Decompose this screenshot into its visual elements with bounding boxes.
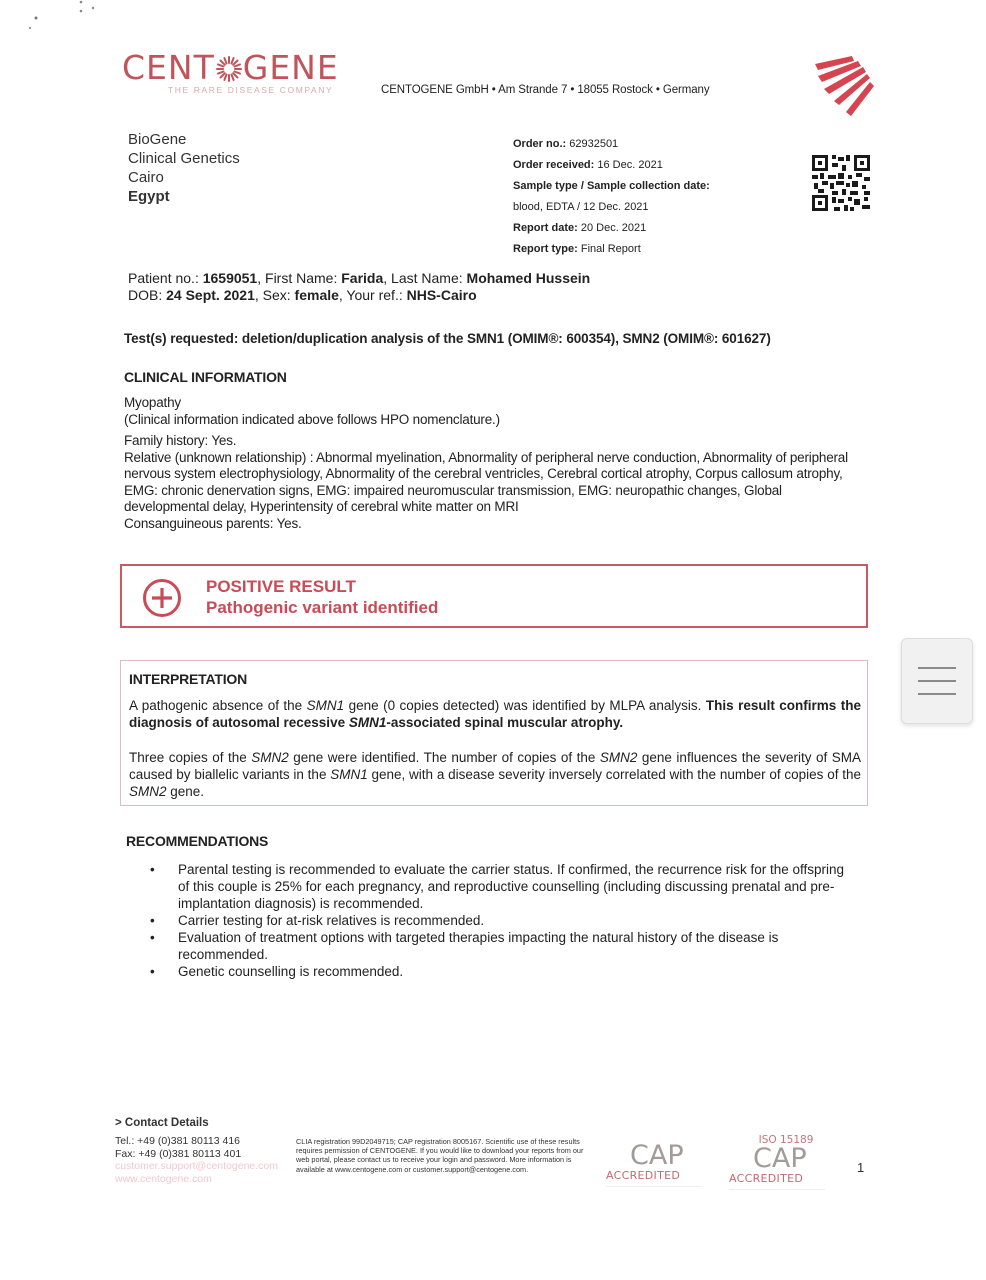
centogene-fan-logo-icon [812,56,874,118]
order-received: Order received: 16 Dec. 2021 [513,159,663,171]
family-history: Family history: Yes. [124,433,237,448]
recommendations-heading: RECOMMENDATIONS [126,833,269,849]
interpretation-paragraph-2: Three copies of the SMN2 gene were identified. The number of copies of the SMN2 gene influences the severity of SMA caused by biallelic variants in the SMN1 gene, with a disease severity inversely correlated with the number of copies of the SMN2 gene. [129,750,861,799]
order-info [513,134,710,260]
page-number: 1 [857,1160,865,1175]
website-link[interactable]: www.centogene.com [115,1172,212,1185]
order-number: Order no.: 62932501 [513,138,619,150]
patient-first-name: Farida [341,270,384,286]
result-subtitle: Pathogenic variant identified [206,598,439,617]
patient-number: 1659051 [202,270,258,286]
patient-sex: female [294,287,339,303]
logo-text-left: CENT [122,48,215,87]
recommendation-item: • Evaluation of treatment options with targeted therapies impacting the natural history of the disease is recommended. [150,929,850,963]
tests-requested: Test(s) requested: deletion/duplication analysis of the SMN1 (OMIM®: 600354), SMN2 (OMIM®: 601627) [124,331,771,346]
contact-tel: Tel.: +49 (0)381 80113 416 [115,1135,241,1147]
sample-type-value: blood, EDTA / 12 Dec. 2021 [513,201,649,213]
patient-line-1: Patient no.: 1659051, First Name: Farida, Last Name: Mohamed Hussein [128,270,591,286]
centogene-logo [122,50,339,86]
report-date: Report date: 20 Dec. 2021 [513,222,647,234]
recipient-address [128,130,240,206]
cap-accredited-badge: CAP ACCREDITED [606,1143,702,1191]
viewer-menu-button[interactable] [901,638,973,724]
recommendations-list [150,861,850,980]
report-type: Report type: Final Report [513,243,641,255]
iso-cap-accredited-badge: ISO 15189 CAP ACCREDITED [729,1134,825,1194]
result-banner [120,564,868,628]
logo-tagline: THE RARE DISEASE COMPANY [168,85,334,95]
contact-heading: > Contact Details [115,1117,209,1129]
recipient-line: Clinical Genetics [128,150,240,167]
plus-circle-icon [142,578,182,618]
result-title: POSITIVE RESULT [206,577,356,596]
relative-phenotypes: Relative (unknown relationship) : Abnormal myelination, Abnormality of peripheral nerve conduction, Abnormality of peripheral nervous system electrophysiology, Abnormality of the cerebral ventricles, Cerebral cortical atrophy, Corpus callosum atrophy, EMG: chronic denervation signs, EMG: impaired neuromuscular transmission, EMG: neuropathic changes, Global developmental delay, Hyperintensity of cerebral white matter on MRI [124,449,848,514]
recommendation-item: • Parental testing is recommended to evaluate the carrier status. If confirmed, the recurrence risk for the offspring of this couple is 25% for each pregnancy, and reproductive counselling (including discussing prenatal and pre-implantation diagnosis) is recommended. [150,861,850,912]
patient-line-2: DOB: 24 Sept. 2021, Sex: female, Your ref.: NHS-Cairo [128,287,477,303]
contact-email-link[interactable]: customer.support@centogene.com [115,1160,278,1172]
interpretation-heading: INTERPRETATION [129,671,248,687]
logo-text-right: GENE [242,48,339,87]
qr-code-icon [812,155,870,211]
sun-logo-icon [216,56,242,82]
clinical-info-body [124,395,864,537]
patient-dob: 24 Sept. 2021 [166,287,255,303]
clinical-info-heading: CLINICAL INFORMATION [124,369,287,385]
recommendation-item: • Genetic counselling is recommended. [150,963,850,980]
contact-details [115,1135,278,1185]
recipient-line: Egypt [128,188,170,205]
interpretation-paragraph-1: A pathogenic absence of the SMN1 gene (0 copies detected) was identified by MLPA analysis. This result confirms the diagnosis of autosomal recessive SMN1-associated spinal muscular atrophy. [129,698,862,730]
patient-info [128,270,590,304]
hpo-note: (Clinical information indicated above follows HPO nomenclature.) [124,411,500,427]
contact-fax: Fax: +49 (0)381 80113 401 [115,1147,242,1160]
patient-ref: NHS-Cairo [406,287,477,303]
patient-last-name: Mohamed Hussein [466,270,591,286]
consanguinity: Consanguineous parents: Yes. [124,515,302,531]
recipient-line: BioGene [128,131,187,148]
company-address: CENTOGENE GmbH • Am Strande 7 • 18055 Rostock • Germany [381,84,710,96]
scan-artifact [0,0,120,40]
legal-notice: CLIA registration 99D2049715; CAP registration 8005167. Scientific use of these results requires permission of CENTOGENE. If you would like to download your reports from our web portal, please contact us to receive your login and password. More information is available at www.centogene.com or customer.support@centogene.com. [296,1137,584,1174]
recommendation-item: • Carrier testing for at-risk relatives is recommended. [150,912,850,929]
phenotype: Myopathy [124,395,181,410]
interpretation-box [120,660,868,806]
recipient-line: Cairo [128,169,164,186]
sample-type-label: Sample type / Sample collection date: [513,180,710,192]
